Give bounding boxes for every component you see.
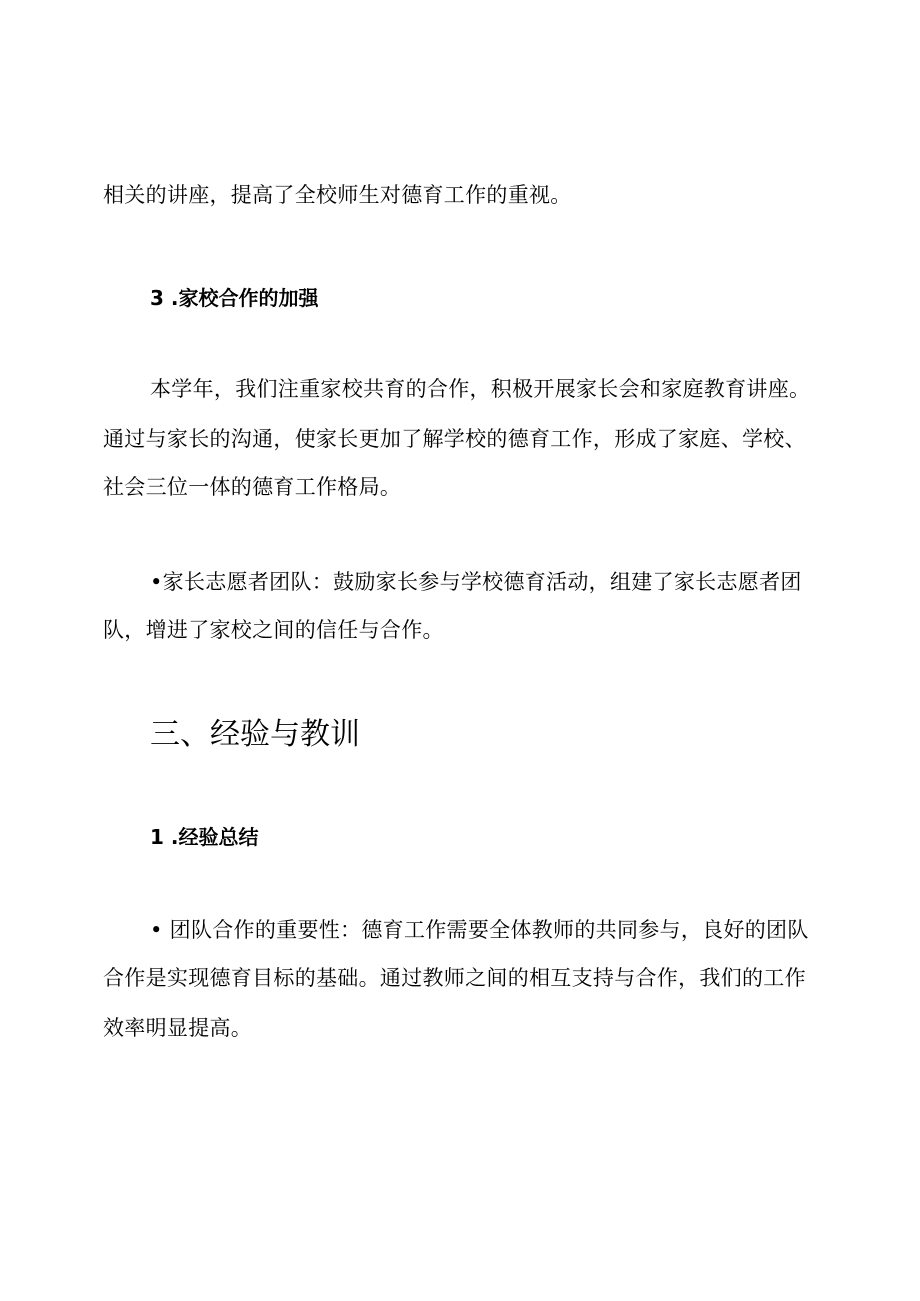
paragraph-home-school-line-2: 通过与家长的沟通，使家长更加了解学校的德育工作，形成了家庭、学校、 bbox=[103, 427, 806, 451]
subheading-home-school-cooperation: 3 .家校合作的加强 bbox=[150, 286, 319, 310]
section-title-experience-lessons: 三、经验与教训 bbox=[150, 717, 360, 752]
paragraph-continued-line: 相关的讲座，提高了全校师生对德育工作的重视。 bbox=[103, 183, 572, 207]
subheading-experience-summary: 1 .经验总结 bbox=[150, 825, 259, 849]
bullet-parent-volunteers-line-1: •家长志愿者团队：鼓励家长参与学校德育活动，组建了家长志愿者团 bbox=[150, 570, 802, 594]
paragraph-home-school-line-1: 本学年，我们注重家校共育的合作，积极开展家长会和家庭教育讲座。 bbox=[150, 377, 811, 401]
bullet-teamwork-line-2: 合作是实现德育目标的基础。通过教师之间的相互支持与合作，我们的工作 bbox=[103, 966, 806, 990]
bullet-teamwork-line-1: • 团队合作的重要性：德育工作需要全体教师的共同参与，良好的团队 bbox=[150, 918, 809, 942]
bullet-parent-volunteers-line-2: 队，增进了家校之间的信任与合作。 bbox=[103, 618, 444, 642]
paragraph-home-school-line-3: 社会三位一体的德育工作格局。 bbox=[103, 475, 402, 499]
bullet-teamwork-line-3: 效率明显提高。 bbox=[103, 1016, 253, 1040]
